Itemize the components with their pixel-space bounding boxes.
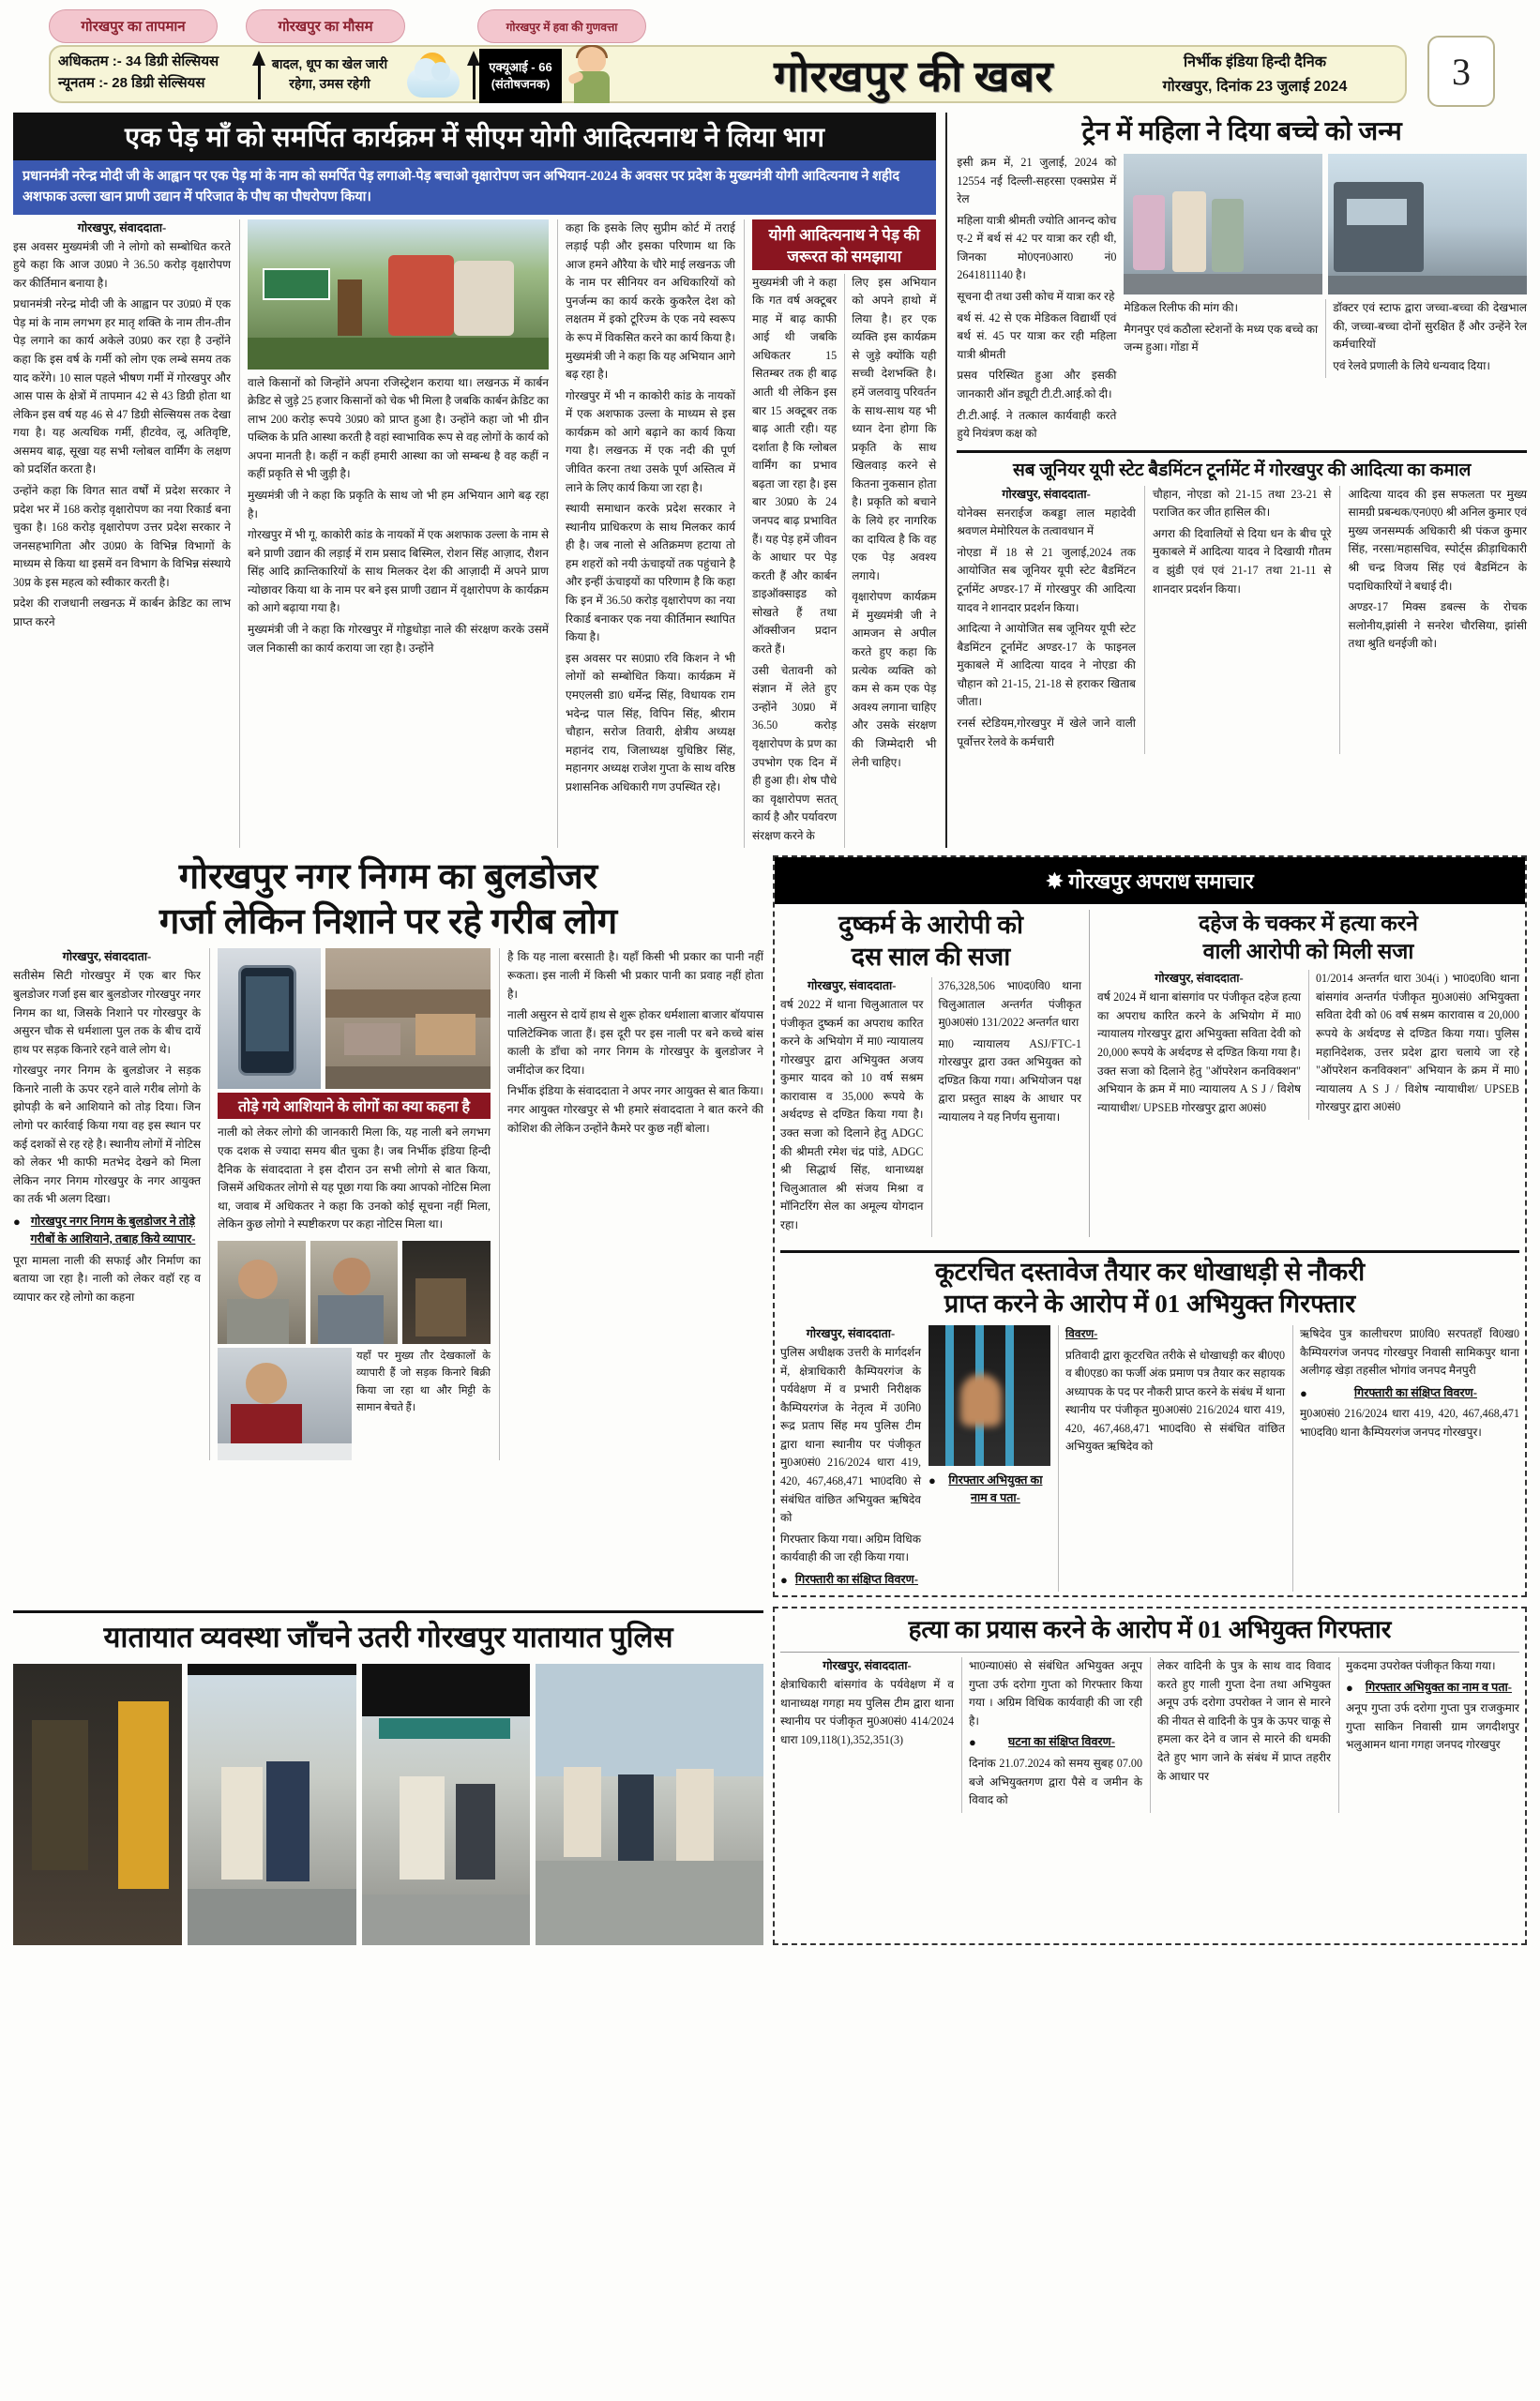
article-bulldozer-column-2 — [209, 948, 491, 1459]
top-section — [13, 113, 1527, 848]
child-face-icon — [568, 47, 617, 103]
paragraph: लिए इस अभियान को अपने हाथो में लिया है। हर एक व्यक्ति इस कार्यक्रम से जुड़े क्योंकि यही सच्ची देशभक्ति है। हमें जलवायु परिवर्तन के साथ-साथ यह भी ध्यान देना होगा कि प्रकृति के साथ खिलवाड़ करने से कितना नुकसान होता है। प्रकृति को बचाने के लिये हर नागरिक का दायित्व है कि वह एक पेड़ अवश्य लगाये। — [852, 275, 937, 582]
article-traffic-photo-4 — [536, 1664, 763, 1945]
article-bulldozer-bullets — [13, 1213, 201, 1248]
paragraph: मुख्यमंत्री जी ने कहा कि गत वर्ष अक्टूबर माह में बाढ़ काफी आई थी जबकि अधिकतर 15 सितम्बर तक ही बाढ़ आती थी लेकिन इस बार 15 अक्टूबर तक बाढ़ आती रही। यह दर्शाता है कि ग्लोबल वार्मिंग का प्रभाव बढ़ता जा रहा है। इस बार 30प्र0 के 24 जनपद बाढ़ प्रभावित हैं। यह पेड़ हमें जीवन के आधार पर पेड़ करती हैं और कार्बन डाइऑक्साइड को सोखते हैं तथा ऑक्सीजन प्रदान करते हैं। — [752, 275, 838, 657]
paragraph: ऋषिदेव पुत्र कालीचरण प्रा0वि0 सरपतहाँ वि0ख0 कैम्पियरगंज जनपद गोरखपुर निवासी सामिकपुर थाना अलीगढ़ खेड़ा तहसील भोगांव जनपद मैनपुरी — [1300, 1326, 1519, 1378]
aqi-pill — [477, 9, 646, 43]
paragraph: सूचना दी तथा उसी कोच में यात्रा कर रहे — [957, 290, 1115, 304]
right-top-column — [945, 113, 1527, 848]
crime-section — [773, 855, 1527, 1597]
article-traffic — [13, 1607, 763, 1945]
paragraph: इस अवसर मुख्यमंत्री जी ने लोगो को सम्बोधित करते हुये कहा कि आज उ0प्र0 ने 36.50 करोड़ वृक्षारोपण कर कीर्तिमान बनाया है। — [13, 239, 231, 290]
bullet-dot-icon: ● — [13, 1214, 21, 1229]
paragraph: नाली असुरन से दायें हाथ से शुरू होकर धर्मशाला बाजार बॉयपास पालिटेक्निक जाता हैं। इस दूरी पर इस नाली पर बने कच्चे बांस काली के डाँचा को नगर निगम के गोरखपुर के बुलडोजर ने जमींदोज कर दिया। — [507, 1008, 763, 1077]
bullet-item — [969, 1733, 1142, 1752]
crime-article-3-column-1 — [780, 1325, 921, 1592]
publication-name: निर्भीक इंडिया हिन्दी दैनिक — [1183, 54, 1327, 70]
paragraph: पुलिस अधीक्षक उत्तरी के मार्गदर्शन में, क्षेत्राधिकारी कैम्पियरगंज के पर्यवेक्षण में व प्रभारी निरीक्षक कैम्पियरगंज के नेतृत्व में उ0नि0 रूद्र प्रताप सिंह मय पुलिस टीम द्वारा थाना स्थानीय पर पंजीकृत मु0अ0सं0 216/2024 धारा 419, 420, 467,468,471 भा0दवि0 से संबंधित वांछित अभियुक्त ऋषिदेव को — [780, 1345, 921, 1525]
weather-pill — [246, 9, 405, 43]
star-bullet-icon: ✸ — [1046, 869, 1064, 894]
paragraph: चौहान, नोएडा को 21-15 तथा 23-21 से पराजित कर जीत हासिल की। — [1152, 487, 1332, 520]
article-train — [957, 113, 1527, 446]
bullet-label: गिरफ्तारी का संक्षिप्त विवरण- — [1353, 1385, 1477, 1399]
bullet-dot-icon: ● — [1300, 1385, 1307, 1400]
bullet-dot-icon: ● — [929, 1472, 936, 1487]
bullet-label: गिरफ्तार अभियुक्त का नाम व पता- — [948, 1472, 1043, 1504]
article-train-column-2 — [1124, 299, 1318, 378]
article-bulldozer-photo-rubble — [325, 948, 491, 1089]
article-bulldozer-headline-line-1: गोरखपुर नगर निगम का बुलडोजर — [178, 857, 598, 898]
article-cm-byline: गोरखपुर, संवाददाता- — [77, 220, 167, 234]
crime-article-3-column-3 — [1292, 1325, 1519, 1592]
crime-article-2-headline-line-2: वाली आरोपी को मिली सजा — [1202, 940, 1414, 964]
paragraph: इसी क्रम में, 21 जुलाई, 2024 को 12554 नई दिल्ली-सहरसा एक्सप्रेस में रेल — [957, 156, 1117, 206]
weather-line-2: रहेगा, उमस रहेगी — [289, 76, 370, 91]
paragraph: मु0अ0सं0 216/2024 धारा 419, 420, 467,468,471 भा0दवि0 थाना कैम्पियरगंज जनपद गोरखपुर। — [1300, 1407, 1519, 1439]
article-bulldozer-photo-phone — [218, 948, 321, 1089]
paragraph: आदित्या ने आयोजित सब जूनियर यूपी स्टेट बैडमिंटन टूर्नामेंट अण्डर-17 के फाइनल मुकाबले में आदित्या यादव ने नोएडा की चौहान को 21-15, 21-18 से हराकर खिताब जीता। — [957, 622, 1136, 709]
paragraph: यहाँ पर मुख्य तौर देखकालों के व्यापारी हैं जो सड़क किनारे बिक्री किया जा रहा था और मिट्टी के सामान बेचते हैं। — [356, 1350, 491, 1414]
min-temperature: न्यूनतम :- 28 डिग्री सेल्सियस — [58, 75, 205, 92]
paragraph: लेकर वादिनी के पुत्र के साथ वाद विवाद करते हुए गाली गुप्ता देना तथा अभियुक्त अनूप उर्फ दरोगा उपरोक्त ने जान से मारने की नीयत से वादिनी के पुत्र के ऊपर चाकू से हमला कर देने व जान से मारने की धमकी देते हुए भाग जाने के संबंध में प्राप्त तहरीर के आधार पर — [1157, 1659, 1331, 1783]
crime-section-title: गोरखपुर अपराध समाचार — [1068, 869, 1254, 894]
paragraph: अण्डर-17 मिक्स डबल्स के रोचक सलोनीय,झांसी ने सनरेश चौरसिया, झांसी तथा श्रुति धनईजी को। — [1348, 600, 1528, 651]
middle-section — [13, 855, 1527, 1597]
article-train-column-3 — [1325, 299, 1527, 378]
masthead-title: गोरखपुर की खबर — [774, 53, 1053, 100]
paragraph: गोरखपुर में भी न काकोरी कांड के नायकों में एक अशफाक उल्ला के माध्यम से इस कार्यक्रम को आगे बढ़ाने का कार्य किया गया है। लखनऊ में एक नदी की पूर्ण जीवित करना तथा उसके पूर्ण अस्तित्व में लाने के लिए कार्य किया जा रहा है। — [566, 388, 735, 494]
paragraph: प्रतिवादी द्वारा कूटरचित तरीके से धोखाधड़ी कर बी0ए0 व बी0एड0 का फर्जी अंक प्रमाण पत्र तैयार कर सहायक अध्यापक के पद पर नौकरी प्राप्त करने के संबंध में थाना स्थानीय पर पंजीकृत मु0अ0सं0 216/2024 धारा 419, 420, 467,468,471 भा0दवि0 से संबंधित वांछित अभियुक्त ऋषिदेव को — [1065, 1348, 1285, 1454]
paragraph: अनूप गुप्ता उर्फ दरोगा गुप्ता पुत्र राजकुमार गुप्ता साकिन निवासी ग्राम जगदीशपुर भलुआमन थाना गगहा जनपद गोरखपुर — [1346, 1701, 1519, 1752]
crime-article-1 — [780, 910, 1090, 1237]
paragraph: महिला यात्री श्रीमती ज्योति आनन्द कोच ए-2 में बर्थ सं 42 पर यात्रा कर रही थी, जिनका मो0एन0आर0 नं0 2641811140 है। — [957, 213, 1117, 282]
paragraph: अगरा की दिवालियों से दिया धन के बीच पूरे मुकाबले में आदित्या यादव ने दिखायी गौतम व झुंडी एवं एवं 21-17 तथा 21-11 से शानदार प्रदर्शन किया। — [1152, 526, 1332, 596]
article-badminton-byline: गोरखपुर, संवाददाता- — [1002, 487, 1091, 501]
paragraph: क्षेत्राधिकारी बांसगांव के पर्यवेक्षण में व थानाध्यक्ष गगहा मय पुलिस टीम द्वारा थाना स्थानीय पर पंजीकृत मु0अ0सं0 414/2024 धारा 109,118(1),352,351(3) — [780, 1678, 954, 1746]
page-number: 3 — [1452, 50, 1471, 93]
article-bulldozer-reaction-text — [218, 1124, 491, 1236]
paragraph: डॉक्टर एवं स्टाफ द्वारा जच्चा-बच्चा की देखभाल की, जच्चा-बच्चा दोनों सुरक्षित हैं और उन्हेंने रेल कर्मचारियों — [1333, 301, 1527, 352]
crime-article-1-byline: गोरखपुर, संवाददाता- — [808, 978, 897, 992]
paragraph: उन्होंने कहा कि विगत सात वर्षों में प्रदेश सरकार ने प्रदेश भर में 168 करोड़ वृक्षारोपण का नया रिकार्ड बना चुका है। 168 करोड़ वृक्षारोपण उत्तर प्रदेश सरकार ने जनसहभागिता और उ0प्र0 के विभिन्न विभागों के माध्यम से किया था इसमें वन विभाग के विभिन्न संस्थाये 30प्र के इस महत्व को स्वीकार करती है। — [13, 484, 231, 589]
bottom-section — [13, 1607, 1527, 1945]
paragraph: रनर्स स्टेडियम,गोरखपुर में खेले जाने वाली पूर्वोत्तर रेलवे के कर्मचारी — [957, 717, 1136, 748]
article-cm-headline: एक पेड़ माँ को समर्पित कार्यक्रम में सीएम योगी आदित्यनाथ ने लिया भाग — [13, 113, 936, 160]
crime-article-4-byline: गोरखपुर, संवाददाता- — [823, 1659, 912, 1673]
article-badminton-column-1 — [957, 486, 1136, 755]
article-train-headline: ट्रेन में महिला ने दिया बच्चे को जन्म — [1081, 117, 1402, 146]
weather-line-1: बादल, धूप का खेल जारी — [271, 56, 388, 71]
article-badminton-headline: सब जूनियर यूपी स्टेट बैडमिंटन टूर्नामेंट में गोरखपुर की आदित्या का कमाल — [1012, 460, 1472, 480]
page-header — [13, 9, 1527, 111]
paragraph: गिरफ्तार किया गया। अग्रिम विधिक कार्यवाही की जा रही किया गया। — [780, 1532, 921, 1564]
paragraph: मेडिकल रिलीफ की मांग की। — [1124, 301, 1239, 314]
paragraph: गोरखपुर नगर निगम के बुलडोजर ने सड़क किनारे नाली के ऊपर रहने वाले गरीब लोगो के झोपड़ी के बने आशियाने को तोड़ दिया। जिन लोगो पर कार्रवाई किया गया वह इस स्थान पर कई दशकों से रह रहे है। स्थानीय लोगों में नोटिस को लेकर भी काफी मतभेद देखने को मिला लेकिन नगर निगम गोरखपुर के नगर आयुक्त का तर्क भी अलग दिखा। — [13, 1064, 201, 1206]
article-bulldozer-quote — [356, 1348, 491, 1460]
aqi-pill-label: गोरखपुर में हवा की गुणवत्ता — [506, 20, 618, 34]
crime-article-2-headline-line-1: दहेज के चक्कर में हत्या करने — [1199, 912, 1418, 936]
crime-article-4 — [773, 1607, 1527, 1945]
article-cm-column-2 — [239, 219, 549, 849]
paragraph: दिनांक 21.07.2024 को समय सुबह 07.00 बजे अभियुक्तगण द्वारा पैसे व जमीन के विवाद को — [969, 1756, 1142, 1807]
bullet-item — [1346, 1679, 1519, 1698]
paragraph: आदित्या यादव की इस सफलता पर मुख्य सामग्री प्रबन्धक/एन0ए0 श्री अनिल कुमार एवं मुख्य जनसम्पर्क अधिकारी श्री पंकज कुमार सिंह, नरसा/महासचिव, स्पोर्ट्स क्रीड़ाधिकारी श्री चन्द्र विजय सिंह एवं बैडमिंटन के पदाधिकारियों ने बधाई दी। — [1348, 487, 1528, 593]
crime-article-3-photo — [929, 1325, 1050, 1466]
crime-article-4-column-1 — [780, 1657, 954, 1813]
crime-article-3-headline-line-2: प्राप्त करने के आरोप में 01 अभियुक्त गिरफ्तार — [944, 1290, 1356, 1319]
paragraph: मुख्यमंत्री जी ने कहा कि गोरखपुर में गोड्डधोड़ा नाले की संरक्षण करके उसमें जल निकासी का कार्य कराया जा रहा है। उन्होंने — [248, 623, 549, 655]
article-traffic-photo-3 — [362, 1664, 531, 1945]
bullet-dot-icon: ● — [780, 1572, 788, 1587]
article-bulldozer-photo-interview — [218, 1348, 352, 1460]
article-bulldozer-photo-person-1 — [218, 1241, 306, 1344]
article-bulldozer-photo-caption: तोड़े गये आशियाने के लोगों का क्या कहना है — [218, 1093, 491, 1119]
paragraph: प्रदेश की राजधानी लखनऊ में कार्बन क्रेडिट का लाभ प्राप्त करने — [13, 596, 231, 629]
paragraph: 01/2014 अन्तर्गत धारा 304(i ) भा0द0वि0 थाना बांसगांव अन्तर्गत पंजीकृत मु0अ0सं0 अभियुक्ता सविता देवी को 06 वर्ष सश्रम कारावास व 20,000 रूपये के अर्थदण्ड से दण्डित किया गया। पुलिस महानिदेशक, उत्तर प्रदेश द्वारा चलाये जा रहे "ऑपरेशन कनविक्शन" अभियान के क्रम में मा0 न्यायालय A S J / विशेष न्यायाधीश/ UPSEB गोरखपुर द्वारा अ0सं0 — [1316, 972, 1519, 1114]
paragraph: पूरा मामला नाली की सफाई और निर्माण का बताया जा रहा है। नाली को लेकर वहॉ रह व व्यापार कर रहे लोगो का कहना — [13, 1253, 201, 1304]
crime-article-4-column-3 — [1150, 1657, 1331, 1813]
article-bulldozer-photo-person-2 — [310, 1241, 399, 1344]
article-badminton-column-3 — [1339, 486, 1527, 755]
article-bulldozer-byline: गोरखपुर, संवाददाता- — [62, 950, 152, 964]
article-bulldozer-photo-night — [402, 1241, 491, 1344]
paragraph: योनेक्स सनराईज कबड्डा लाल महादेवी श्रवणल मेमोरियल के तत्वावधान में — [957, 506, 1136, 538]
bullet-item — [13, 1213, 201, 1248]
paragraph: नाली को लेकर लोगो की जानकारी मिला कि, यह नाली बने लगभग एक दशक से ज्यादा समय बीत चुका है। जब निर्भीक इंडिया हिन्दी दैनिक के संवाददाता ने इस दौरान उन सभी लोगो से बात किया, जिसमें अधिकतर लोगो से यह पूछा गया कि क्या आपको नोटिस मिला था, जवाब में अधिकतर ने कहा कि उनको कोई सूचना नहीं मिला, लेकिन कुछ लोगो ने स्पष्टीकरण पर कहा नोटिस मिला था। — [218, 1125, 491, 1231]
crime-article-3-photo-wrap — [929, 1325, 1050, 1592]
paragraph: मुख्यमंत्री जी ने कहा कि प्रकृति के साथ जो भी हम अभियान आगे बढ़ रहा है। — [248, 488, 549, 521]
bullet-label: गिरफ्तारी का संक्षिप्त विवरण- — [794, 1572, 918, 1586]
temperature-pill — [49, 9, 218, 43]
aqi-value: एक्यूआई - 66 — [489, 60, 552, 75]
article-yogi-column-2 — [844, 274, 936, 849]
crime-section-header — [775, 857, 1525, 904]
article-yogi — [744, 219, 936, 849]
aqi-readout — [479, 49, 562, 103]
article-traffic-photo-2 — [188, 1664, 356, 1945]
paragraph: एवं रेलवे प्रणाली के लिये धन्यवाद दिया। — [1333, 358, 1490, 372]
crime-article-2-column-2 — [1308, 970, 1519, 1120]
article-cm — [13, 113, 936, 848]
crime-article-1-headline-line-2: दस साल की सजा — [851, 943, 1011, 972]
crime-article-3-headline-line-1: कूटरचित दस्तावेज तैयार कर धोखाधड़ी से नौकरी — [934, 1258, 1366, 1287]
article-bulldozer — [13, 855, 763, 1597]
paragraph: स्थायी समाधान करके प्रदेश सरकार ने स्थानीय प्राधिकरण के साथ मिलकर कार्य ही है। जब नालो से अतिक्रमण हटाया तो हम शहरों को नयी ऊंचाइयों तक पहुंचाने है और इन्हीं ऊंचाइयों का परिणाम है कि कहा कि इन में 36.50 करोड़ वृक्षारोपण का नया रिकार्ड बनाकर एक नया कीर्तिमान स्थापित किया है। — [566, 502, 735, 644]
bullet-item — [929, 1472, 1050, 1507]
crime-article-3-column-2 — [1058, 1325, 1285, 1592]
paragraph: निर्भीक इंडिया के संवाददाता ने अपर नगर आयुक्त से बात किया। नगर आयुक्त गोरखपुर से भी हमारे संवाददाता ने बात करने की कोशिश की लेकिन उन्होंने कैमरे पर कुछ नहीं बोला। — [507, 1084, 763, 1135]
paragraph: गोरखपुर में भी गू. काकोरी कांड के नायकों में एक अशफाक उल्ला के नाम से बने प्राणी उद्यान की लड़ाई में राम प्रसाद बिस्मिल, रोशन सिंह आज़ाद, रौशन सिंह आदि क्रान्तिकारियों के साथ मिलकर देश की आज़ादी में अपने प्राण न्योछावर किया था के नाम पर बने इस प्राणी उद्यान में वृक्षारोपण के कार्यक्रम को आगे बढ़ाया गया है। — [248, 528, 549, 615]
crime-article-1-column-1 — [780, 977, 924, 1238]
bullet-label: गोरखपुर नगर निगम के बुलडोजर ने तोड़े गरीबों के आशियाने, तबाह किये व्यापार- — [30, 1214, 196, 1246]
publication-info — [1114, 51, 1396, 98]
crime-article-4-headline: हत्या का प्रयास करने के आरोप में 01 अभियुक्त गिरफ्तार — [908, 1616, 1392, 1644]
bullet-dot-icon: ● — [1346, 1680, 1353, 1695]
crime-article-2-byline: गोरखपुर, संवाददाता- — [1155, 972, 1244, 986]
paragraph: मा0 न्यायालय ASJ/FTC-1 गोरखपुर द्वारा उक्त अभियुक्त को दण्डित किया गया। अभियोजन पक्ष द्वारा प्रस्तुत साक्ष्य के आधार पर न्यायालय ने यह निर्णय सुनाया। — [938, 1036, 1081, 1124]
paragraph: टी.टी.आई. ने तत्काल कार्यवाही करते हुये नियंत्रण कक्ष को — [957, 408, 1117, 441]
paragraph: मुकदमा उपरोक्त पंजीकृत किया गया। — [1346, 1659, 1496, 1673]
article-traffic-photo-1 — [13, 1664, 182, 1945]
paragraph: नोएडा में 18 से 21 जुलाई,2024 तक आयोजित सब जूनियर यूपी स्टेट बैडमिंटन टूर्नामेंट अण्डर-17 में गोरखपुर की आदित्या यादव ने शानदार प्रदर्शन किया। — [957, 545, 1136, 614]
article-yogi-headline: योगी आदित्यनाथ ने पेड़ की जरूरत को समझाया — [752, 219, 936, 270]
cloud-icon — [407, 68, 460, 98]
paragraph: मैगनपुर एवं कठौला स्टेशनों के मध्य एक बच्चे का जन्म हुआ। गोंडा में — [1124, 322, 1319, 355]
weather-forecast — [248, 54, 412, 94]
crime-article-4-column-4 — [1338, 1657, 1519, 1813]
paragraph: वर्ष 2022 में थाना चिलुआताल पर पंजीकृत दुष्कर्म का अपराध कारित करने के अभियोग में मा0 न्यायालय गोरखपुर द्वारा अभियुक्त अजय कुमार यादव को 10 वर्ष सश्रम कारावास व 35,000 रूपये के अर्थदण्ड से दण्डित किया गया है। उक्त सजा को दिलाने हेतु ADGC की श्रीमती रमेश चंद्र पांडे, ADGC श्री सिद्धार्थ सिंह, थानाध्यक्ष चिलुआताल श्री संजय मिश्रा व मॉनिटरिंग सेल का अमूल्य योगदान रहा। — [780, 997, 924, 1231]
crime-article-1-headline-line-1: दुष्कर्म के आरोपी को — [838, 911, 1023, 940]
paragraph: सतीसेम सिटी गोरखपुर में एक बार फिर बुलडोजर गर्जा इस बार बुलडोजर गोरखपुर नगर निगम का था, जिसके निशाने पर गोरखपुर के असुरन चौक से धर्मशाला पुल तक के बीच दायें हाथ पर सड़क किनारे रहने वाले लोग थे। — [13, 969, 201, 1056]
article-cm-column-3 — [557, 219, 735, 849]
publication-place-date: गोरखपुर, दिनांक 23 जुलाई 2024 — [1162, 78, 1348, 95]
paragraph: वर्ष 2024 में थाना बांसगांव पर पंजीकृत दहेज हत्या का अपराध कारित करने के अभियोग में मा0 न्यायालय गोरखपुर द्वारा अभियुक्ता सविता देवी को 20,000 रूपये के अर्थदण्ड से दण्डित किया गया है। उक्त सजा को दिलाने हेतु "ऑपरेशन कनविक्शन" अभियान के क्रम में मा0 न्यायालय A S J / विशेष न्यायाधीश/ UPSEB गोरखपुर द्वारा अ0सं0 — [1097, 990, 1301, 1114]
article-badminton-column-2 — [1144, 486, 1332, 755]
bullet-label: गिरफ्तार अभियुक्त का नाम व पता- — [1365, 1680, 1512, 1694]
article-train-photo-1 — [1124, 154, 1322, 294]
article-traffic-headline: यातायात व्यवस्था जाँचने उतरी गोरखपुर यातायात पुलिस — [103, 1621, 673, 1654]
article-train-photo-2 — [1328, 154, 1527, 294]
paragraph: 376,328,506 भा0द0वि0 थाना चिलुआताल अन्तर्गत पंजीकृत मु0अ0सं0 131/2022 अन्तर्गत धारा — [938, 978, 1081, 1030]
paragraph: उसी चेतावनी को संज्ञान में लेते हुए उन्होंने 30प्र0 में 36.50 करोड़ वृक्षारोपण के प्रण का उपभोग एक दिन में ही हुआ ही। शेष पौधे का वृक्षारोपण सतत् कार्य है और पर्यावरण संरक्षण करने के — [752, 663, 838, 842]
crime-articles-row — [775, 904, 1525, 1243]
paragraph: इस अवसर पर स0प्रा0 रवि किशन ने भी लोगों को सम्बोधित किया। कार्यक्रम में एमएलसी डा0 धर्मेन्द्र सिंह, विधायक राम भदेन्द्र पाल सिंह, विपिन सिंह, श्रीराम चौहान, सरोज तिवारी, क्षेत्रीय अध्यक्ष महानंद राय, जिलाध्यक्ष युधिष्ठिर सिंह, महानगर अध्यक्ष राजेश गुप्ता के साथ वरिष्ठ प्रशासनिक अधिकारी गण उपस्थित रहे। — [566, 651, 735, 793]
max-temperature: अधिकतम :- 34 डिग्री सेल्सियस — [58, 53, 219, 69]
bullet-item — [780, 1571, 921, 1590]
crime-article-3-byline: गोरखपुर, संवाददाता- — [806, 1326, 896, 1340]
crime-article-2-column-1 — [1097, 970, 1301, 1120]
paragraph: कहा कि इसके लिए सुप्रीम कोर्ट में तराई लड़ाई पड़ी और इसका परिणाम था कि आज हमने औरैया के चौरे माई लखनऊ जी के नाम पर सीनियर वन अधिकारियों को पुनर्जन्म का कार्य करके कुकरैल देश को लक्षतम में इको टूरिज्म के एक नये स्वरूप के रूप में विकसित करने का कार्य किया है। मुख्यमंत्री जी ने कहा कि यह अभियान आगे बढ़ रहा है। — [566, 220, 735, 382]
article-cm-column-1 — [13, 219, 231, 849]
crime-article-2 — [1097, 910, 1519, 1237]
paragraph: प्रधानमंत्री नरेन्द्र मोदी जी के आह्वान पर उ0प्र0 में एक पेड़ मां के नाम लगभग हर मातृ शक्ति के नाम तीन-तीन पेड़ लगाने का कार्य अकेले उ0प्र0 कर रहा है उन्होंने कहा कि इस वर्ष के गर्मी को लोग एक लम्बे समय तक याद करेंगे। 10 साल पहले भीषण गर्मी में गोरखपुर और आस पास के क्षेत्रों में तापमान 42 से 43 डिग्री होता था लेकिन इस वर्ष यह 46 से 47 डिग्री सेल्सियस तक देखा गया है। यह अत्यधिक गर्मी, हीटवेव, लू, अतिवृष्टि, असमय बाढ़, सूखा यह सभी ग्लोबल वार्मिंग के लक्षण को प्रदर्शित करता है। — [13, 297, 231, 476]
article-bulldozer-column-3 — [499, 948, 763, 1459]
paragraph: प्रसव परिस्थित हुआ और इसकी जानकारी ऑन ड्यूटी टी.टी.आई.को दी। — [957, 369, 1117, 400]
bullet-item — [1300, 1384, 1519, 1403]
article-train-photos — [1124, 154, 1527, 446]
weather-pill-label: गोरखपुर का मौसम — [278, 19, 373, 35]
article-bulldozer-column-1 — [13, 948, 201, 1459]
bullet-dot-icon: ● — [969, 1735, 976, 1750]
paragraph: बर्थ सं. 42 से एक मेडिकल विद्यार्थी एवं बर्थ सं. 45 पर यात्रा कर रही महिला यात्री श्रीमती — [957, 310, 1117, 361]
article-bulldozer-headline-line-2: गर्जा लेकिन निशाने पर रहे गरीब लोग — [159, 901, 618, 942]
article-yogi-column-1 — [752, 274, 837, 849]
paragraph: वृक्षारोपण कार्यक्रम में मुख्यमंत्री जी ने आमजन से अपील करते हुए कहा कि प्रत्येक व्यक्ति को कम से कम एक पेड़ अवश्य लगाना चाहिए और उसके संरक्षण की जिम्मेदारी भी लेनी चाहिए। — [852, 590, 937, 769]
article-cm-standfirst: प्रधानमंत्री नरेन्द्र मोदी जी के आह्वान पर एक पेड़ मां के नाम को समर्पित पेड़ लगाओ-पेड़ बचाओ वृक्षारोपण जन अभियान-2024 के अवसर पर प्रदेश के मुख्यमंत्री योगी आदित्यनाथ ने शहीद अशफाक उल्ला खान प्राणी उद्यान में परिजात के पौध का पौधरोपण किया। — [13, 160, 936, 215]
paragraph: भा0न्या0सं0 से संबंधित अभियुक्त अनूप गुप्ता उर्फ दरोगा गुप्ता को गिरफ्तार किया गया । अग्रिम विधिक कार्यवाही की जा रही है। — [969, 1659, 1142, 1728]
page-number-box — [1427, 36, 1495, 107]
article-badminton — [957, 457, 1527, 755]
article-train-column-1 — [957, 154, 1116, 446]
crime-article-4-column-2 — [961, 1657, 1142, 1813]
masthead — [670, 47, 1157, 103]
sun-cloud-icon — [407, 51, 461, 101]
paragraph: है कि यह नाला बरसाती है। यहाँ किसी भी प्रकार का पानी नहीं रूकता। इस नाली में किसी भी प्रकार पानी का प्रवाह नहीं होता है। — [507, 950, 763, 1001]
article-cm-photo-main — [248, 219, 549, 370]
bullet-label: घटना का संक्षिप्त विवरण- — [1007, 1735, 1115, 1749]
temperature-pill-label: गोरखपुर का तापमान — [81, 19, 186, 35]
paragraph: वाले किसानों को जिन्होंने अपना रजिस्ट्रेशन कराया था। लखनऊ में कार्बन क्रेडिट से जुड़े 25 हजार किसानों को चेक भी मिला है जबकि कार्बन क्रेडिट का लाभ 200 करोड़ रूपये 30प्र0 को प्राप्त हुआ है। उन्होंने कहा जो भी ग्रीन पब्लिक के प्रति आस्था करती है वहां स्वाभाविक रूप से वह लोगों के कार्य को अपना मानती है। कहीं न कहीं हमारी आस्था का जो सम्बन्ध है वह कहीं न कहीं प्रकृति से भी जुड़ी है। — [248, 375, 549, 481]
crime-article-1-column-2 — [931, 977, 1082, 1238]
temperature-readout — [58, 51, 274, 95]
crime-article-3 — [775, 1243, 1525, 1595]
detail-label: विवरण- — [1065, 1326, 1098, 1340]
aqi-status: (संतोषजनक) — [491, 77, 551, 91]
